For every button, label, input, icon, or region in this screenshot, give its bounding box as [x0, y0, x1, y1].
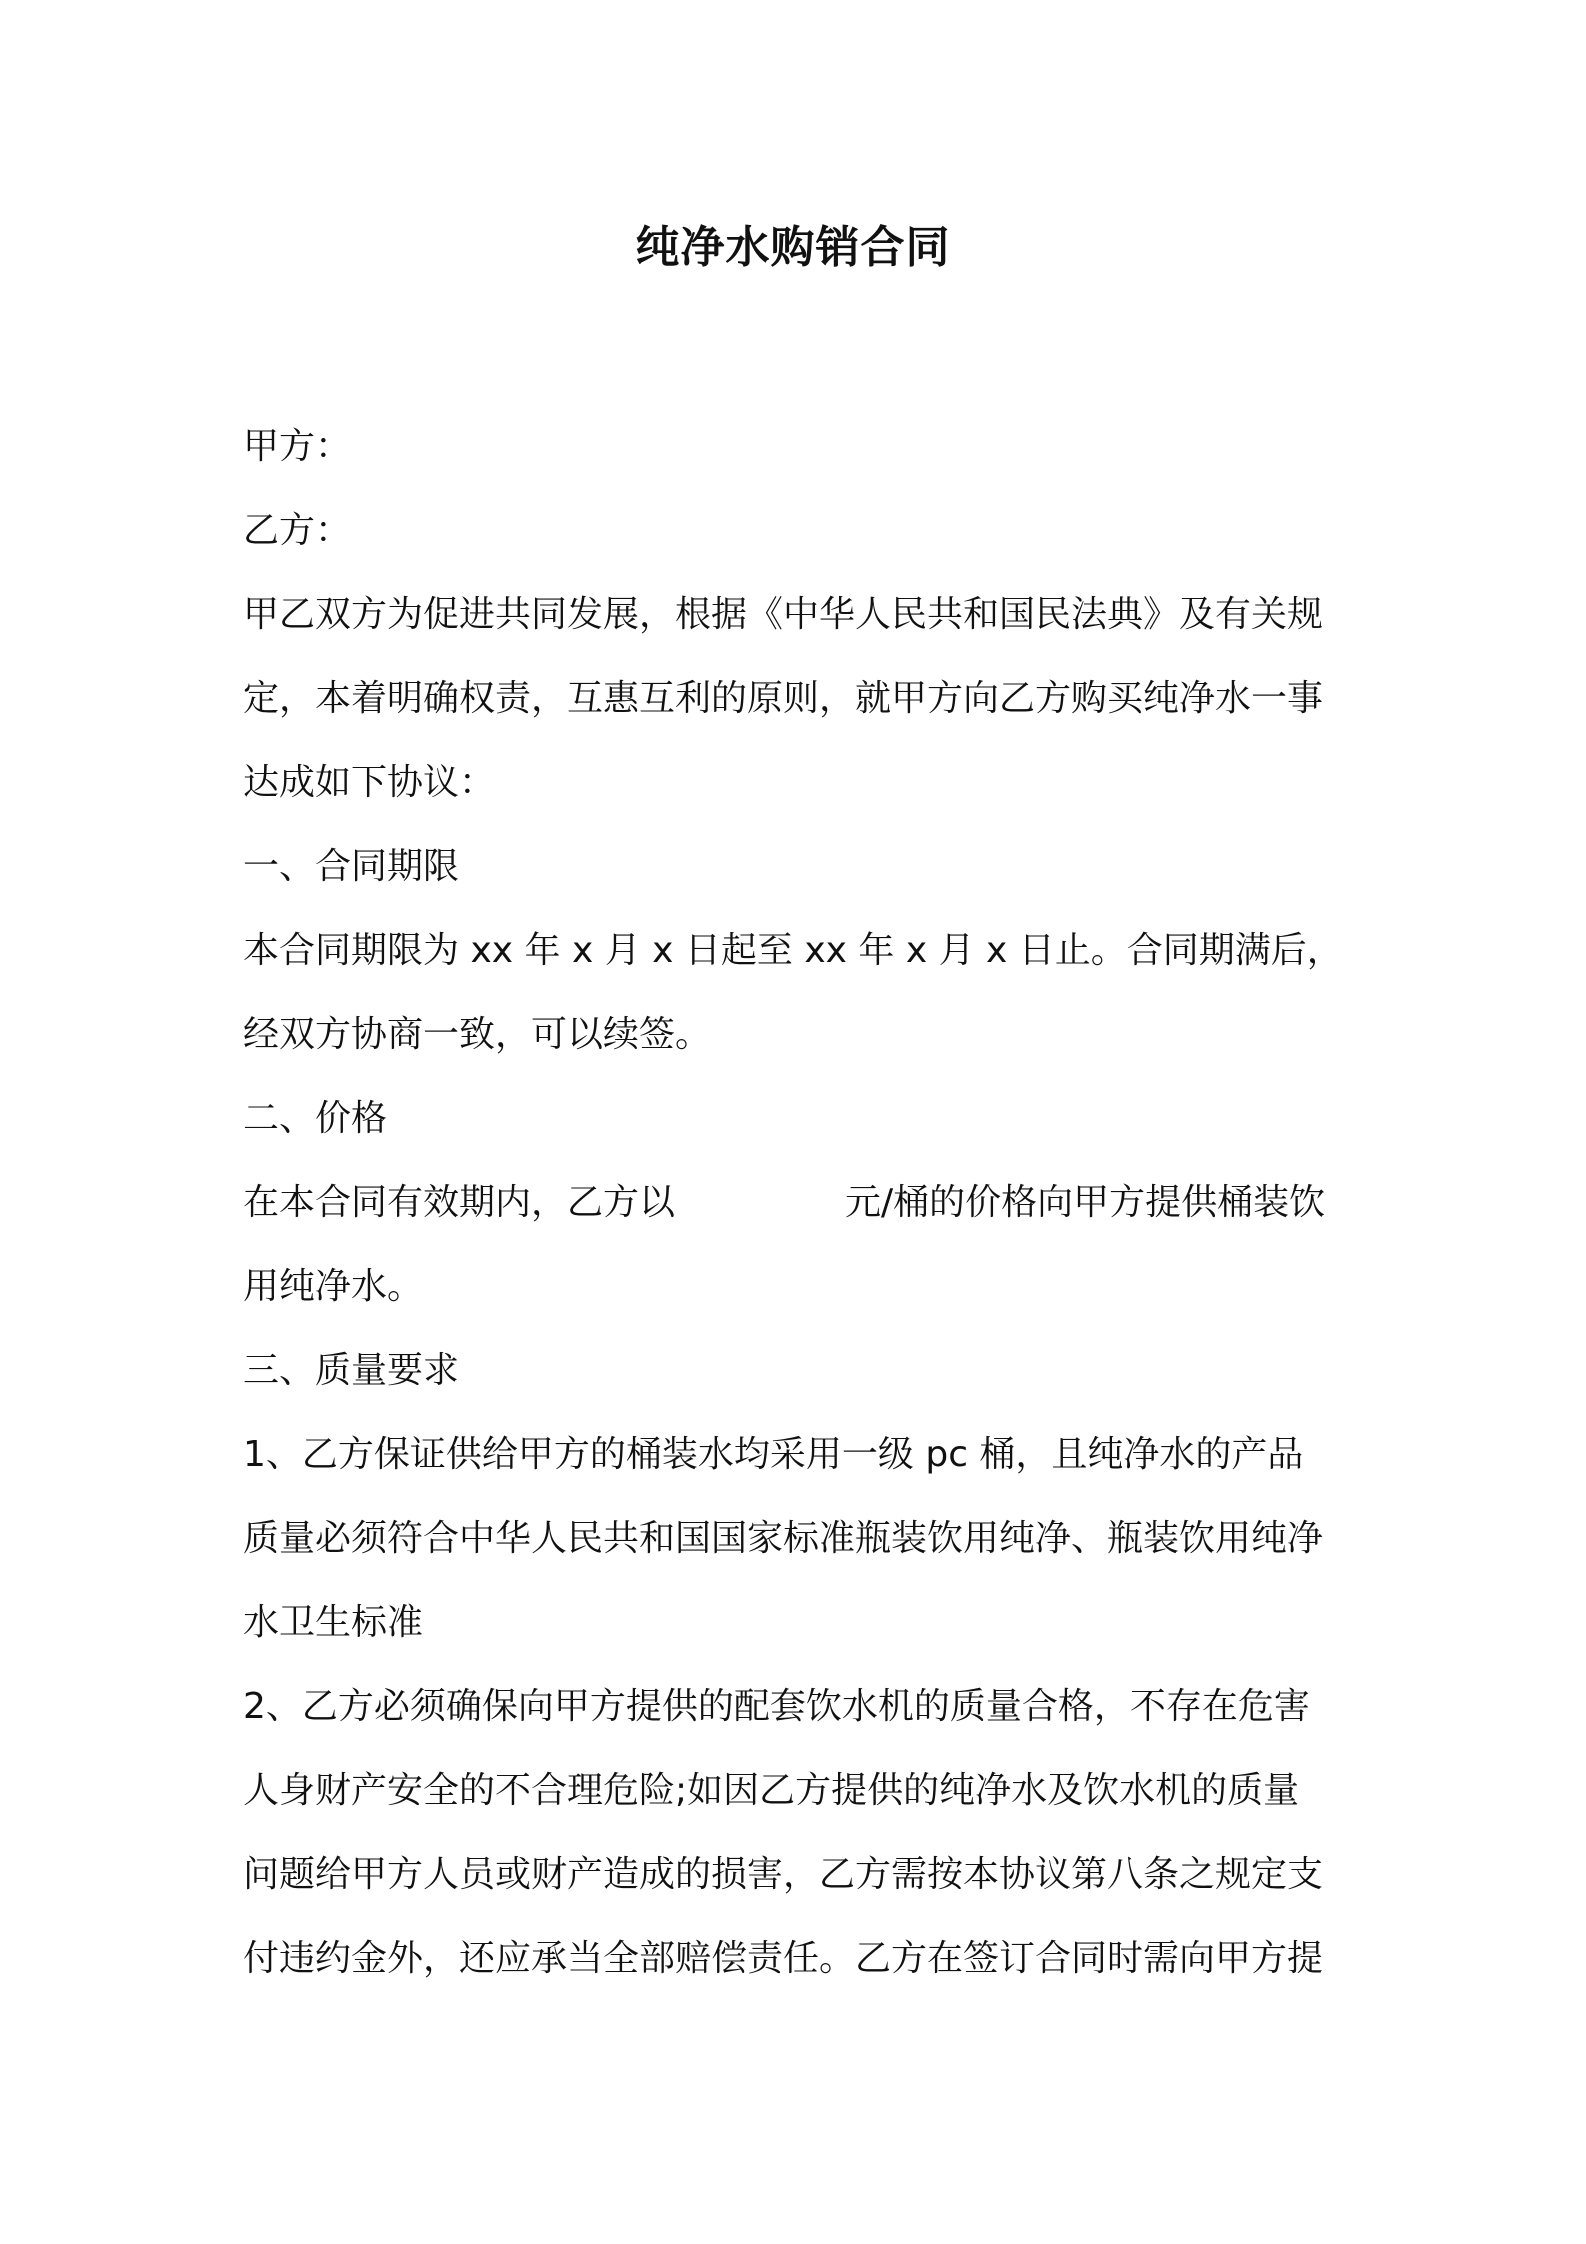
- price-clause-line: 用纯净水。: [243, 1266, 424, 1307]
- price-clause-after-blank: 元/桶的价格向甲方提供桶装饮: [845, 1182, 1326, 1223]
- quality-clause-2-line: 人身财产安全的不合理危险;如因乙方提供的纯净水及饮水机的质量: [243, 1770, 1300, 1811]
- party-a-line: 甲方：: [243, 426, 352, 467]
- document-body: [243, 405, 1363, 2001]
- quality-clause-1-line: 质量必须符合中华人民共和国国家标准瓶装饮用纯净、瓶装饮用纯净: [243, 1518, 1324, 1559]
- quality-clause-1-line: 水卫生标准: [243, 1602, 424, 1643]
- price-clause-before-blank: 在本合同有效期内，乙方以: [243, 1182, 676, 1223]
- document-title: 纯净水购销合同: [635, 222, 951, 273]
- quality-clause-2-line: 问题给甲方人员或财产造成的损害，乙方需按本协议第八条之规定支: [243, 1854, 1324, 1895]
- price-clause-line: [243, 1161, 1363, 1245]
- quality-clause-1-line: 1、乙方保证供给甲方的桶装水均采用一级 pc 桶，且纯净水的产品: [243, 1434, 1304, 1475]
- quality-clause-2-line: 付违约金外，还应承当全部赔偿责任。乙方在签订合同时需向甲方提: [243, 1938, 1324, 1979]
- section-heading-price: 二、价格: [243, 1098, 388, 1139]
- section-heading-quality: 三、质量要求: [243, 1350, 460, 1391]
- quality-clause-2-line: 2、乙方必须确保向甲方提供的配套饮水机的质量合格，不存在危害: [243, 1686, 1310, 1727]
- section-heading-term: 一、合同期限: [243, 846, 460, 887]
- preamble-line: 定，本着明确权责，互惠互利的原则，就甲方向乙方购买纯净水一事: [243, 678, 1324, 719]
- preamble-line: 达成如下协议：: [243, 762, 496, 803]
- party-b-line: 乙方：: [243, 510, 352, 551]
- term-clause-line: 经双方协商一致，可以续签。: [243, 1014, 712, 1055]
- term-clause-line: 本合同期限为 xx 年 x 月 x 日起至 xx 年 x 月 x 日止。合同期满后，: [243, 930, 1343, 971]
- preamble-line: 甲乙双方为促进共同发展，根据《中华人民共和国民法典》及有关规: [243, 594, 1324, 635]
